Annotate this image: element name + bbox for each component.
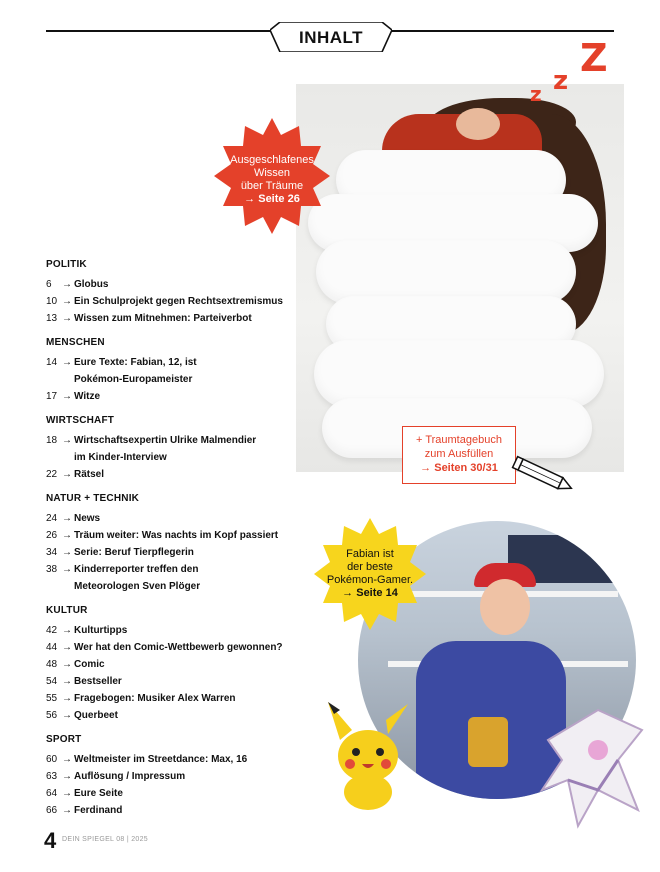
arrow-right-icon: → [62, 805, 72, 816]
zzz-small: z [530, 82, 542, 106]
toc-section-title: POLITIK [46, 259, 87, 270]
toc-entry[interactable] [46, 293, 306, 310]
toc-entry-text [74, 802, 306, 819]
pencil-icon [510, 454, 580, 498]
toc-section-title: SPORT [46, 734, 82, 745]
toc-entry-line: Auflösung / Impressum [74, 771, 186, 782]
toc-page-number: 34 [46, 547, 58, 558]
pokemon-figure-icon [538, 700, 648, 830]
toc-page-number: 14 [46, 357, 58, 368]
toc-entry-line: Ein Schulprojekt gegen Rechtsextremismus [74, 296, 283, 307]
arrow-right-icon: → [62, 530, 72, 541]
toc-section [46, 258, 306, 327]
header-tab [270, 22, 392, 52]
toc-page-number: 6 [46, 279, 52, 290]
arrow-right-icon: → [62, 771, 72, 782]
arrow-right-icon: → [62, 693, 72, 704]
toc-entry[interactable] [46, 639, 306, 656]
toc-entry-line: Serie: Beruf Tierpflegerin [74, 547, 194, 558]
toc-page-number: 55 [46, 693, 58, 704]
toc-entry-line-continued: im Kinder-Interview [74, 452, 167, 463]
arrow-right-icon: → [62, 788, 72, 799]
toc-entry-text [74, 432, 306, 466]
toc-entry-line: Witze [74, 391, 101, 402]
diary-line2: zum Ausfüllen [424, 448, 494, 460]
toc-page-number: 56 [46, 710, 58, 721]
toc-entry[interactable] [46, 432, 306, 466]
zzz-large: Z [580, 36, 608, 80]
toc-entry-line: Wer hat den Comic-Wettbewerb gewonnen? [74, 642, 283, 653]
toc-entry[interactable] [46, 527, 306, 544]
toc-page-number: 24 [46, 513, 58, 524]
arrow-right-icon: → [62, 710, 72, 721]
toc-entry-line-continued: Pokémon-Europameister [74, 374, 193, 385]
toc-page-number: 63 [46, 771, 58, 782]
toc-page-number: 44 [46, 642, 58, 653]
toc-section-title: WIRTSCHAFT [46, 415, 115, 426]
toc-entry-text [74, 768, 306, 785]
toc-entry-text [74, 310, 306, 327]
fabian-badge[interactable] [314, 518, 426, 630]
toc-entry[interactable] [46, 673, 306, 690]
toc-entry-line: Ferdinand [74, 805, 123, 816]
arrow-right-icon: → [62, 279, 72, 290]
toc-section [46, 336, 306, 405]
arrow-right-icon: → [62, 357, 72, 368]
toc-page-number: 60 [46, 754, 58, 765]
toc-entry-line: Kulturtipps [74, 625, 128, 636]
toc-entry-text [74, 707, 306, 724]
arrow-right-icon: → [62, 469, 72, 480]
toc-entry-text [74, 656, 306, 673]
toc-entry-line: Globus [74, 279, 109, 290]
arrow-right-icon: → [62, 435, 72, 446]
toc-entry-line: News [74, 513, 101, 524]
toc-entry-text [74, 293, 306, 310]
toc-section [46, 604, 306, 724]
dream-badge[interactable] [214, 118, 330, 234]
toc-entry-text [74, 527, 306, 544]
toc-entry[interactable] [46, 768, 306, 785]
toc-page-number: 64 [46, 788, 58, 799]
toc-entry[interactable] [46, 388, 306, 405]
toc-entry-line: Wissen zum Mitnehmen: Parteiverbot [74, 313, 252, 324]
fabian-badge-line2: der beste [347, 561, 393, 573]
toc-page-number: 17 [46, 391, 58, 402]
toc-entry-text [74, 276, 306, 293]
arrow-right-icon: → [62, 547, 72, 558]
toc-entry-text [74, 561, 306, 595]
dream-badge-line3: über Träume [240, 180, 304, 192]
toc-entry[interactable] [46, 707, 306, 724]
toc-entry[interactable] [46, 751, 306, 768]
page-title: INHALT [298, 28, 364, 47]
toc-entry-line-continued: Meteorologen Sven Plöger [74, 581, 201, 592]
toc-entry-line: Träum weiter: Was nachts im Kopf passiert [74, 530, 279, 541]
page-number: 4 [44, 828, 57, 853]
arrow-right-icon: → [62, 625, 72, 636]
toc-entry[interactable] [46, 510, 306, 527]
toc-entry-line: Eure Texte: Fabian, 12, ist [74, 357, 197, 368]
arrow-right-icon: → [62, 296, 72, 307]
toc-entry[interactable] [46, 802, 306, 819]
dream-badge-line1: Ausgeschlafenes [230, 154, 314, 166]
dream-badge-link[interactable]: → Seite 26 [244, 193, 300, 205]
toc-entry-text [74, 751, 306, 768]
pikachu-icon [326, 700, 412, 810]
toc-entry-text [74, 354, 306, 388]
toc-entry-line: Weltmeister im Streetdance: Max, 16 [74, 754, 248, 765]
toc-page-number: 26 [46, 530, 58, 541]
toc-entry[interactable] [46, 785, 306, 802]
toc-entry[interactable] [46, 276, 306, 293]
toc-entry-text [74, 785, 306, 802]
toc-entry[interactable] [46, 544, 306, 561]
toc-entry[interactable] [46, 354, 306, 388]
arrow-right-icon: → [62, 676, 72, 687]
toc-entry-text [74, 673, 306, 690]
fabian-badge-line3: Pokémon-Gamer. [326, 574, 414, 586]
toc-page-number: 66 [46, 805, 58, 816]
toc-entry-text [74, 510, 306, 527]
toc-page-number: 13 [46, 313, 58, 324]
arrow-right-icon: → [62, 391, 72, 402]
diary-link[interactable]: → Seiten 30/31 [420, 462, 498, 474]
magazine-issue: DEIN SPIEGEL 08 | 2025 [62, 836, 148, 843]
sleeping-girl-photo [296, 84, 624, 472]
arrow-right-icon: → [62, 564, 72, 575]
dream-diary-box[interactable] [402, 426, 516, 484]
toc-entry-text [74, 388, 306, 405]
fabian-badge-line1: Fabian ist [346, 548, 394, 560]
toc-entry-line: Querbeet [74, 710, 118, 721]
toc-entry-line: Fragebogen: Musiker Alex Warren [74, 693, 236, 704]
toc-entry[interactable] [46, 466, 306, 483]
toc-entry[interactable] [46, 656, 306, 673]
toc-entry-text [74, 466, 306, 483]
toc-page-number: 42 [46, 625, 58, 636]
toc-entry[interactable] [46, 310, 306, 327]
arrow-right-icon: → [62, 754, 72, 765]
arrow-right-icon: → [62, 313, 72, 324]
toc-entry-line: Bestseller [74, 676, 122, 687]
toc-entry-text [74, 544, 306, 561]
toc-page-number: 48 [46, 659, 58, 670]
toc-page-number: 22 [46, 469, 58, 480]
diary-line1: + Traumtagebuch [416, 434, 502, 446]
toc-entry-line: Comic [74, 659, 105, 670]
arrow-right-icon: → [62, 659, 72, 670]
toc-entry-line: Kinderreporter treffen den [74, 564, 199, 575]
arrow-right-icon: → [62, 642, 72, 653]
toc-entry-line: Eure Seite [74, 788, 123, 799]
toc-entry[interactable] [46, 561, 306, 595]
fabian-badge-link[interactable]: → Seite 14 [342, 587, 398, 599]
toc-entry-text [74, 622, 306, 639]
toc-section-title: MENSCHEN [46, 337, 105, 348]
toc-entry-text [74, 690, 306, 707]
toc-page-number: 18 [46, 435, 58, 446]
toc-section [46, 492, 306, 595]
toc-section-title: KULTUR [46, 605, 88, 616]
zzz-medium: z [553, 66, 569, 96]
toc-entry[interactable] [46, 690, 306, 707]
toc-entry[interactable] [46, 622, 306, 639]
toc-section-title: NATUR + TECHNIK [46, 493, 140, 504]
toc-entry-text [74, 639, 306, 656]
toc-section [46, 733, 306, 819]
arrow-right-icon: → [62, 513, 72, 524]
dream-badge-line2: Wissen [253, 167, 291, 179]
toc-page-number: 38 [46, 564, 58, 575]
toc-entry-line: Wirtschaftsexpertin Ulrike Malmendier [74, 435, 257, 446]
toc-page-number: 54 [46, 676, 58, 687]
toc-section [46, 414, 306, 483]
toc-entry-line: Rätsel [74, 469, 105, 480]
table-of-contents [46, 258, 306, 828]
toc-page-number: 10 [46, 296, 58, 307]
